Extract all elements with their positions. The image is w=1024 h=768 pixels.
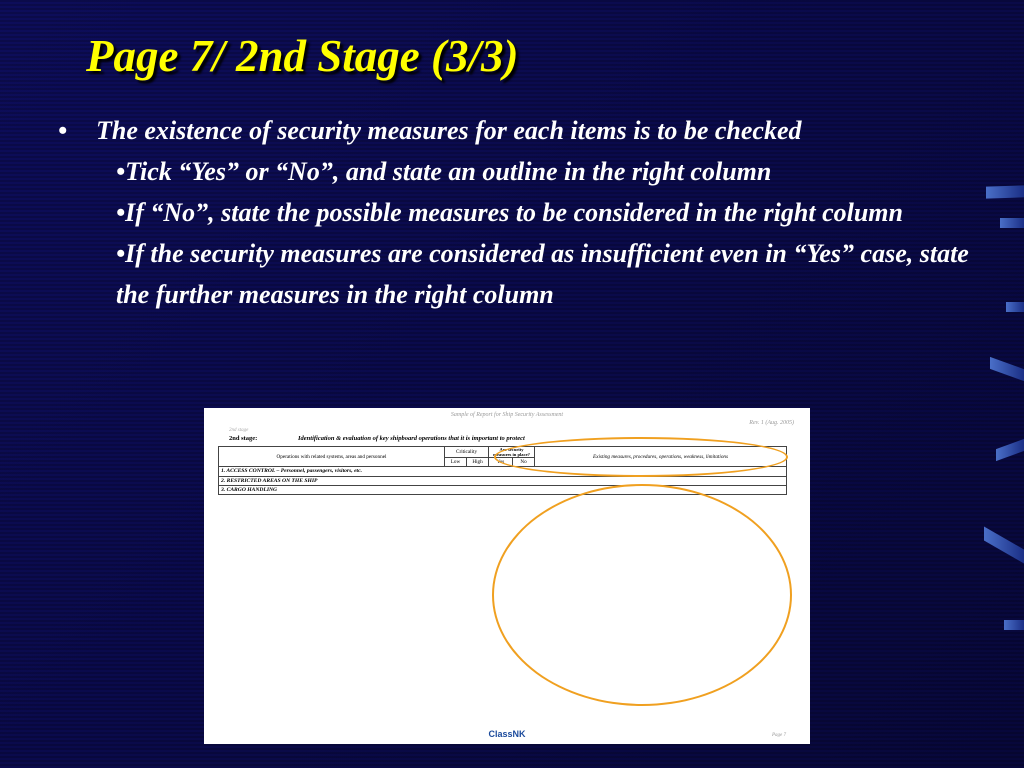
highlight-ellipse-column	[492, 484, 792, 706]
decor-streak	[1006, 302, 1024, 312]
sub-bullet: •If “No”, state the possible measures to be considered in the right column	[116, 198, 903, 227]
highlight-ellipse-header	[494, 437, 788, 477]
col-security-in-place: Are security measures in place?	[489, 447, 535, 458]
bullet-main-text: The existence of security measures for each items is to be checked	[96, 116, 802, 145]
decor-streak	[1000, 218, 1024, 228]
bullet-dot: •	[58, 116, 68, 145]
doc-page-number: Page 7	[771, 733, 786, 738]
table-section-row	[219, 476, 787, 485]
decor-streak	[984, 526, 1024, 563]
classnk-logo: ClassNK	[488, 729, 526, 739]
doc-stage-small: 2nd stage	[229, 428, 249, 433]
col-operations: Operations with related systems, areas and personnel	[219, 447, 445, 467]
section-title: 2. RESTRICTED AREAS ON THE SHIP	[219, 476, 787, 485]
bullet-list	[58, 110, 988, 315]
decor-streak	[996, 439, 1024, 461]
col-low: Low	[445, 458, 467, 467]
doc-stage-title: Identification & evaluation of key shipboard operations that it is important to protect	[298, 435, 525, 442]
col-no: No	[513, 458, 535, 467]
sub-bullet: •Tick “Yes” or “No”, and state an outline in the right column	[116, 157, 772, 186]
decor-streak	[986, 185, 1024, 198]
col-high: High	[467, 458, 489, 467]
sub-bullet: •If the security measures are considered as insufficient even in “Yes” case, state the further measures in the right column	[116, 239, 969, 309]
doc-header: Sample of Report for Ship Security Assessment	[450, 412, 564, 418]
col-yes: Yes	[489, 458, 513, 467]
col-existing-measures: Existing measures, procedures, operations, weakness, limitations	[535, 447, 787, 467]
decor-streak	[1004, 620, 1024, 630]
section-title: 1. ACCESS CONTROL – Personnel, passengers, visitors, etc.	[219, 467, 787, 476]
col-criticality: Criticality	[445, 447, 489, 458]
section-title: 3. CARGO HANDLING	[219, 485, 787, 494]
doc-stage-label: 2nd stage:	[229, 435, 258, 442]
slide-title: Page 7/ 2nd Stage (3/3)	[86, 31, 519, 81]
decor-streak	[990, 357, 1024, 381]
bullet-main	[58, 110, 988, 151]
doc-revision: Rev. 1 (Aug. 2005)	[749, 420, 794, 426]
